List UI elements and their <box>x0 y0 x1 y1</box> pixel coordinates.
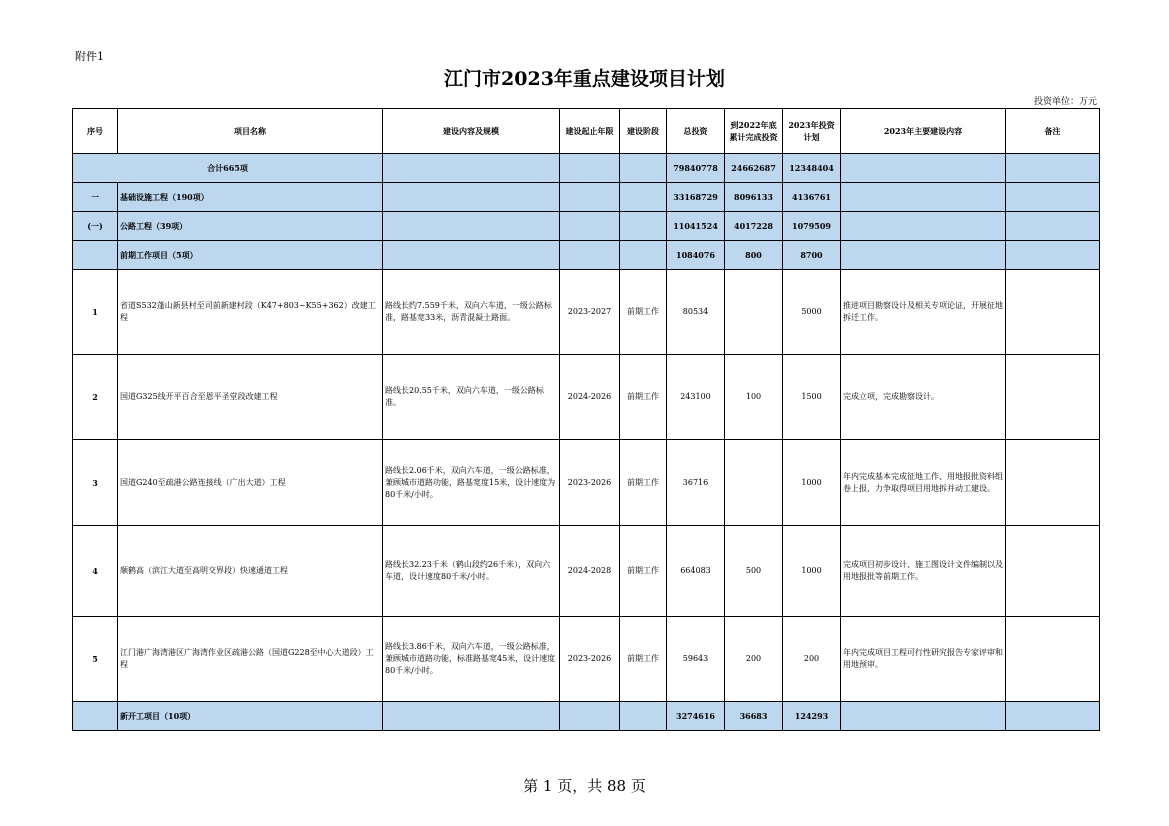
row-no: 3 <box>73 440 118 526</box>
row-years: 2024-2028 <box>560 526 620 617</box>
page-number: 第 1 页，共 88 页 <box>523 777 646 795</box>
table-row <box>73 355 1100 440</box>
row-content: 完成立项，完成勘察设计。 <box>841 355 1006 440</box>
row-content: 年内完成基本完成征地工作、用地报批资料组卷上报，力争取得项目用地拆并动工建设。 <box>841 440 1006 526</box>
row-name: 江门港广海湾港区广海湾作业区疏港公路（国道G228至中心大道段）工程 <box>118 617 383 702</box>
summary-plan: 4136761 <box>783 183 841 212</box>
row-years: 2023-2026 <box>560 617 620 702</box>
row-name: 顺鹤高（滨江大道至高明交界段）快速通道工程 <box>118 526 383 617</box>
col-header: 总投资 <box>667 109 725 154</box>
row-remark <box>1006 526 1100 617</box>
summary-label: 前期工作项目（5项） <box>118 241 383 270</box>
summary-total: 3274616 <box>667 702 725 731</box>
summary-plan: 12348404 <box>783 154 841 183</box>
summary-label: 合计665项 <box>73 154 383 183</box>
row-completed <box>725 440 783 526</box>
row-plan: 1000 <box>783 440 841 526</box>
col-header: 建设阶段 <box>620 109 667 154</box>
col-header: 建设内容及规模 <box>383 109 560 154</box>
row-scale: 路线长2.06千米，双向六车道，一级公路标准，兼顾城市道路功能，路基宽度15米，设计速度为80千米/小时。 <box>383 440 560 526</box>
attachment-label: 附件1 <box>75 50 104 63</box>
investment-unit: 投资单位：万元 <box>1033 97 1097 107</box>
summary-total: 11041524 <box>667 212 725 241</box>
row-completed <box>725 270 783 355</box>
summary-no: 一 <box>73 183 118 212</box>
row-total: 59643 <box>667 617 725 702</box>
row-stage: 前期工作 <box>620 270 667 355</box>
row-plan: 1000 <box>783 526 841 617</box>
row-years: 2024-2026 <box>560 355 620 440</box>
summary-label: 基础设施工程（190项） <box>118 183 383 212</box>
row-total: 664083 <box>667 526 725 617</box>
summary-total: 79840778 <box>667 154 725 183</box>
row-no: 1 <box>73 270 118 355</box>
table-row <box>73 526 1100 617</box>
row-completed: 100 <box>725 355 783 440</box>
col-header: 2023年投资计划 <box>783 109 841 154</box>
table-header-row <box>73 109 1100 154</box>
row-content: 年内完成项目工程可行性研究报告专家评审和用地预审。 <box>841 617 1006 702</box>
row-completed: 500 <box>725 526 783 617</box>
summary-no: (一) <box>73 212 118 241</box>
row-remark <box>1006 355 1100 440</box>
col-header: 备注 <box>1006 109 1100 154</box>
summary-completed: 36683 <box>725 702 783 731</box>
col-header: 2023年主要建设内容 <box>841 109 1006 154</box>
summary-total: 33168729 <box>667 183 725 212</box>
row-name: 省道S532蓬山新县村至司前新建村段（K47+803~K55+362）改建工程 <box>118 270 383 355</box>
row-total: 36716 <box>667 440 725 526</box>
row-stage: 前期工作 <box>620 355 667 440</box>
summary-plan: 1079509 <box>783 212 841 241</box>
col-header: 建设起止年限 <box>560 109 620 154</box>
col-header: 项目名称 <box>118 109 383 154</box>
row-no: 2 <box>73 355 118 440</box>
table-row <box>73 617 1100 702</box>
row-years: 2023-2026 <box>560 440 620 526</box>
row-name: 国道G240至疏港公路连接线（广出大道）工程 <box>118 440 383 526</box>
summary-completed: 4017228 <box>725 212 783 241</box>
table-row <box>73 270 1100 355</box>
col-header: 到2022年底累计完成投资 <box>725 109 783 154</box>
row-plan: 200 <box>783 617 841 702</box>
summary-completed: 24662687 <box>725 154 783 183</box>
row-plan: 5000 <box>783 270 841 355</box>
summary-completed: 8096133 <box>725 183 783 212</box>
row-no: 4 <box>73 526 118 617</box>
summary-row-new <box>73 702 1100 731</box>
row-content: 完成项目初步设计、施工图设计文件编制以及用地报批等前期工作。 <box>841 526 1006 617</box>
summary-row-pre <box>73 241 1100 270</box>
summary-label: 公路工程（39项） <box>118 212 383 241</box>
summary-completed: 800 <box>725 241 783 270</box>
row-completed: 200 <box>725 617 783 702</box>
row-scale: 路线长32.23千米（鹤山段约26千米），双向六车道，设计速度80千米/小时。 <box>383 526 560 617</box>
row-scale: 路线长20.55千米，双向六车道，一级公路标准。 <box>383 355 560 440</box>
row-stage: 前期工作 <box>620 440 667 526</box>
summary-total: 1084076 <box>667 241 725 270</box>
row-total: 243100 <box>667 355 725 440</box>
row-scale: 路线长约7.559千米，双向六车道，一级公路标准，路基宽33米，沥青混凝土路面。 <box>383 270 560 355</box>
row-stage: 前期工作 <box>620 526 667 617</box>
row-total: 80534 <box>667 270 725 355</box>
summary-plan: 8700 <box>783 241 841 270</box>
col-header: 序号 <box>73 109 118 154</box>
row-plan: 1500 <box>783 355 841 440</box>
row-stage: 前期工作 <box>620 617 667 702</box>
summary-label: 新开工项目（10项） <box>118 702 383 731</box>
row-no: 5 <box>73 617 118 702</box>
summary-row-road <box>73 212 1100 241</box>
page-title: 江门市2023年重点建设项目计划 <box>444 68 725 90</box>
table-row <box>73 440 1100 526</box>
project-table <box>72 108 1100 731</box>
summary-plan: 124293 <box>783 702 841 731</box>
summary-row-total <box>73 154 1100 183</box>
row-name: 国道G325线开平百合至恩平圣堂段改建工程 <box>118 355 383 440</box>
row-remark <box>1006 440 1100 526</box>
row-scale: 路线长3.86千米，双向六车道，一级公路标准，兼顾城市道路功能，标准路基宽45米，设计速度80千米/小时。 <box>383 617 560 702</box>
row-remark <box>1006 617 1100 702</box>
summary-row-infra <box>73 183 1100 212</box>
row-content: 推进项目勘察设计及相关专项论证，开展征地拆迁工作。 <box>841 270 1006 355</box>
row-years: 2023-2027 <box>560 270 620 355</box>
row-remark <box>1006 270 1100 355</box>
